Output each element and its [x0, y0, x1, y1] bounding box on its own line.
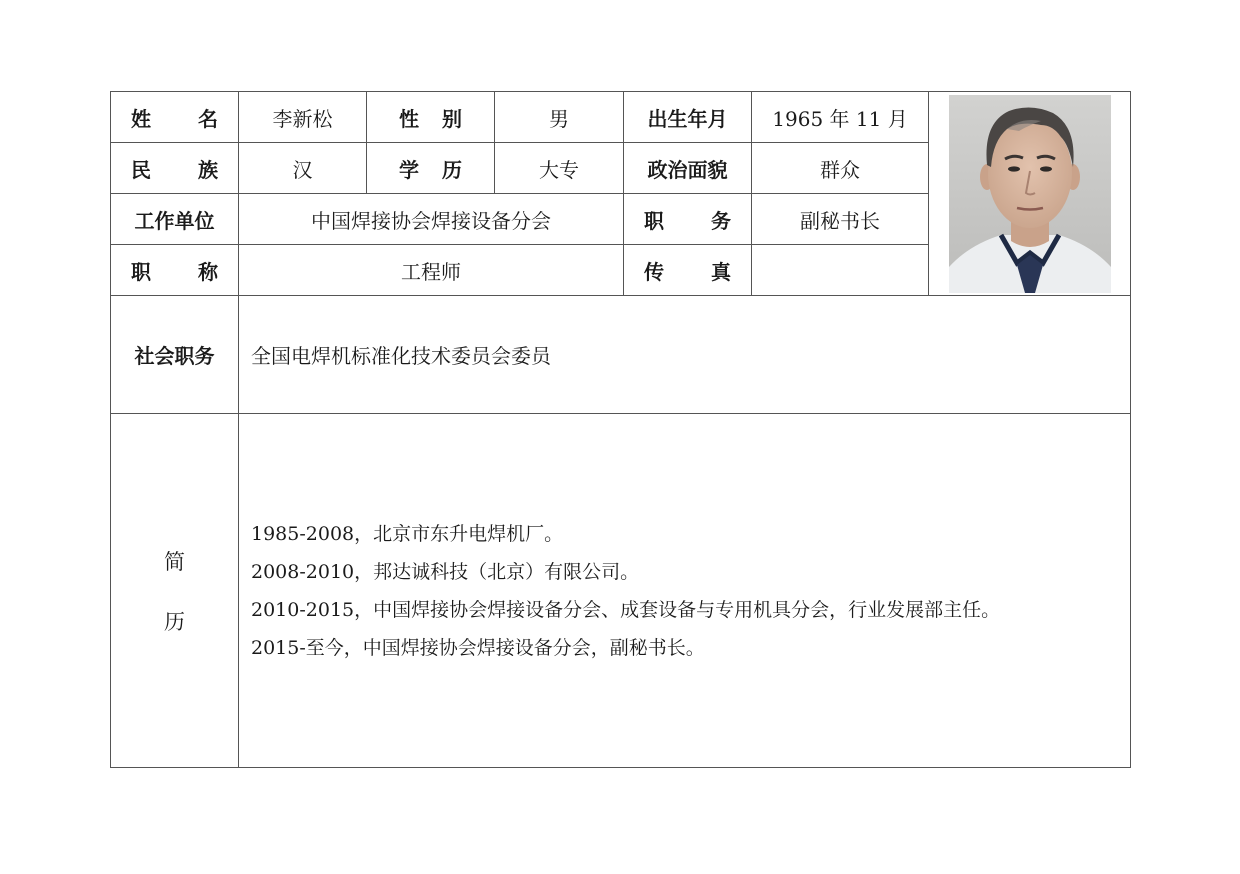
label-resume-char-1: 简	[164, 549, 185, 574]
row-name	[111, 92, 1131, 143]
profile-table	[110, 91, 1131, 768]
value-name: 李新松	[239, 92, 367, 143]
value-position: 副秘书长	[752, 194, 929, 245]
value-education: 大专	[495, 143, 624, 194]
value-birth: 1965 年 11 月	[752, 92, 929, 143]
label-education: 学 历	[367, 143, 495, 194]
label-employer: 工作单位	[111, 194, 239, 245]
label-birth: 出生年月	[624, 92, 752, 143]
label-title: 职 称	[111, 245, 239, 296]
value-fax	[752, 245, 929, 296]
label-name: 姓 名	[111, 92, 239, 143]
resume-line: 2015-至今，中国焊接协会焊接设备分会，副秘书长。	[251, 636, 705, 659]
resume-line: 1985-2008，北京市东升电焊机厂。	[251, 522, 564, 545]
value-ethnicity: 汉	[239, 143, 367, 194]
value-political: 群众	[752, 143, 929, 194]
resume-line: 2010-2015，中国焊接协会焊接设备分会、成套设备与专用机具分会，行业发展部主任。	[251, 598, 1001, 621]
label-social-roles: 社会职务	[111, 296, 239, 414]
value-resume	[239, 414, 1131, 768]
label-resume-char-2: 历	[164, 609, 185, 634]
value-gender: 男	[495, 92, 624, 143]
value-employer: 中国焊接协会焊接设备分会	[239, 194, 624, 245]
value-social-roles	[239, 296, 1131, 414]
row-resume	[111, 414, 1131, 768]
social-roles-text: 全国电焊机标准化技术委员会委员	[251, 344, 551, 368]
resume-line: 2008-2010，邦达诚科技（北京）有限公司。	[251, 560, 640, 583]
label-gender: 性 别	[367, 92, 495, 143]
value-title: 工程师	[239, 245, 624, 296]
row-social-roles	[111, 296, 1131, 414]
label-political: 政治面貌	[624, 143, 752, 194]
label-fax: 传 真	[624, 245, 752, 296]
label-position: 职 务	[624, 194, 752, 245]
photo-cell	[929, 92, 1131, 296]
label-ethnicity: 民 族	[111, 143, 239, 194]
label-resume	[111, 414, 239, 768]
portrait-photo-icon	[949, 95, 1111, 293]
